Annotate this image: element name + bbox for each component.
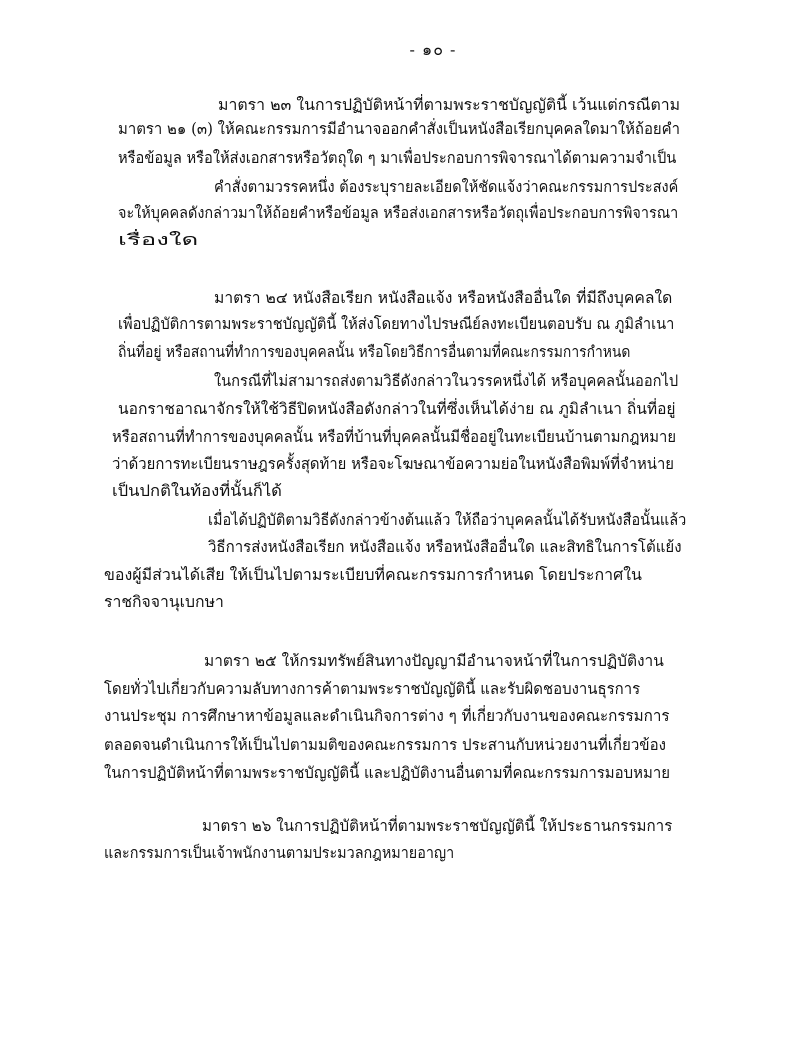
section-25-line-3: งานประชุม การศึกษาหาข้อมูลและดำเนินกิจการต่าง ๆ ที่เกี่ยวกับงานของคณะกรรมการ xyxy=(104,707,670,725)
page-number: - ๑๐ - xyxy=(409,40,457,59)
section-23-line-1: มาตรา ๒๓ ในการปฏิบัติหน้าที่ตามพระราชบัญญัตินี้ เว้นแต่กรณีตาม xyxy=(218,96,681,114)
section-23-line-2: มาตรา ๒๑ (๓) ให้คณะกรรมการมีอำนาจออกคำสั่งเป็นหนังสือเรียกบุคคลใดมาให้ถ้อยคำ xyxy=(118,120,681,138)
section-23-line-4: คำสั่งตามวรรคหนึ่ง ต้องระบุรายละเอียดให้ชัดแจ้งว่าคณะกรรมการประสงค์ xyxy=(214,178,679,196)
section-24-line-9: เมื่อได้ปฏิบัติตามวิธีดังกล่าวข้างต้นแล้ว ให้ถือว่าบุคคลนั้นได้รับหนังสือนั้นแล้ว xyxy=(208,511,687,529)
section-24-line-12: ราชกิจจานุเบกษา xyxy=(104,593,224,611)
section-25-line-2: โดยทั่วไปเกี่ยวกับความลับทางการค้าตามพระราชบัญญัตินี้ และรับผิดชอบงานธุรการ xyxy=(104,680,641,698)
section-24-line-8: เป็นปกติในท้องที่นั้นก็ได้ xyxy=(112,482,282,500)
section-26-line-2: และกรรมการเป็นเจ้าพนักงานตามประมวลกฎหมายอาญา xyxy=(104,844,455,862)
section-26-line-1: มาตรา ๒๖ ในการปฏิบัติหน้าที่ตามพระราชบัญญัตินี้ ให้ประธานกรรมการ xyxy=(202,817,673,835)
section-24-line-6: หรือสถานที่ทำการของบุคคลนั้น หรือที่บ้านที่บุคคลนั้นมีชื่ออยู่ในทะเบียนบ้านตามกฎหมาย xyxy=(112,428,676,446)
section-23-line-5: จะให้บุคคลดังกล่าวมาให้ถ้อยคำหรือข้อมูล หรือส่งเอกสารหรือวัตถุเพื่อประกอบการพิจารณา xyxy=(118,204,679,222)
section-24-line-5: นอกราชอาณาจักรให้ใช้วิธีปิดหนังสือดังกล่าวในที่ซึ่งเห็นได้ง่าย ณ ภูมิลำเนา ถิ่นที่อยู่ xyxy=(118,400,676,418)
section-25-line-4: ตลอดจนดำเนินการให้เป็นไปตามมติของคณะกรรมการ ประสานกับหน่วยงานที่เกี่ยวข้อง xyxy=(104,736,666,754)
section-25-line-1: มาตรา ๒๕ ให้กรมทรัพย์สินทางปัญญามีอำนาจหน้าที่ในการปฏิบัติงาน xyxy=(204,652,664,670)
section-24-line-10: วิธีการส่งหนังสือเรียก หนังสือแจ้ง หรือหนังสืออื่นใด และสิทธิในการโต้แย้ง xyxy=(208,538,682,556)
section-25-line-5: ในการปฏิบัติหน้าที่ตามพระราชบัญญัตินี้ และปฏิบัติงานอื่นตามที่คณะกรรมการมอบหมาย xyxy=(104,764,670,782)
section-24-line-11: ของผู้มีส่วนได้เสีย ให้เป็นไปตามระเบียบที่คณะกรรมการกำหนด โดยประกาศใน xyxy=(104,566,642,584)
section-24-line-4: ในกรณีที่ไม่สามารถส่งตามวิธีดังกล่าวในวรรคหนึ่งได้ หรือบุคคลนั้นออกไป xyxy=(214,372,679,390)
section-24-line-7: ว่าด้วยการทะเบียนราษฎรครั้งสุดท้าย หรือจะโฆษณาข้อความย่อในหนังสือพิมพ์ที่จำหน่าย xyxy=(112,455,674,473)
section-24-line-2: เพื่อปฏิบัติการตามพระราชบัญญัตินี้ ให้ส่งโดยทางไปรษณีย์ลงทะเบียนตอบรับ ณ ภูมิลำเนา xyxy=(118,315,675,333)
section-24-line-3: ถิ่นที่อยู่ หรือสถานที่ทำการของบุคคลนั้น หรือโดยวิธีการอื่นตามที่คณะกรรมการกำหนด xyxy=(118,343,631,361)
section-23-line-3: หรือข้อมูล หรือให้ส่งเอกสารหรือวัตถุใด ๆ มาเพื่อประกอบการพิจารณาได้ตามความจำเป็น xyxy=(118,149,677,167)
section-24-line-1: มาตรา ๒๔ หนังสือเรียก หนังสือแจ้ง หรือหนังสืออื่นใด ที่มีถึงบุคคลใด xyxy=(214,289,673,307)
section-23-line-6: เรื่องใด xyxy=(118,231,199,249)
